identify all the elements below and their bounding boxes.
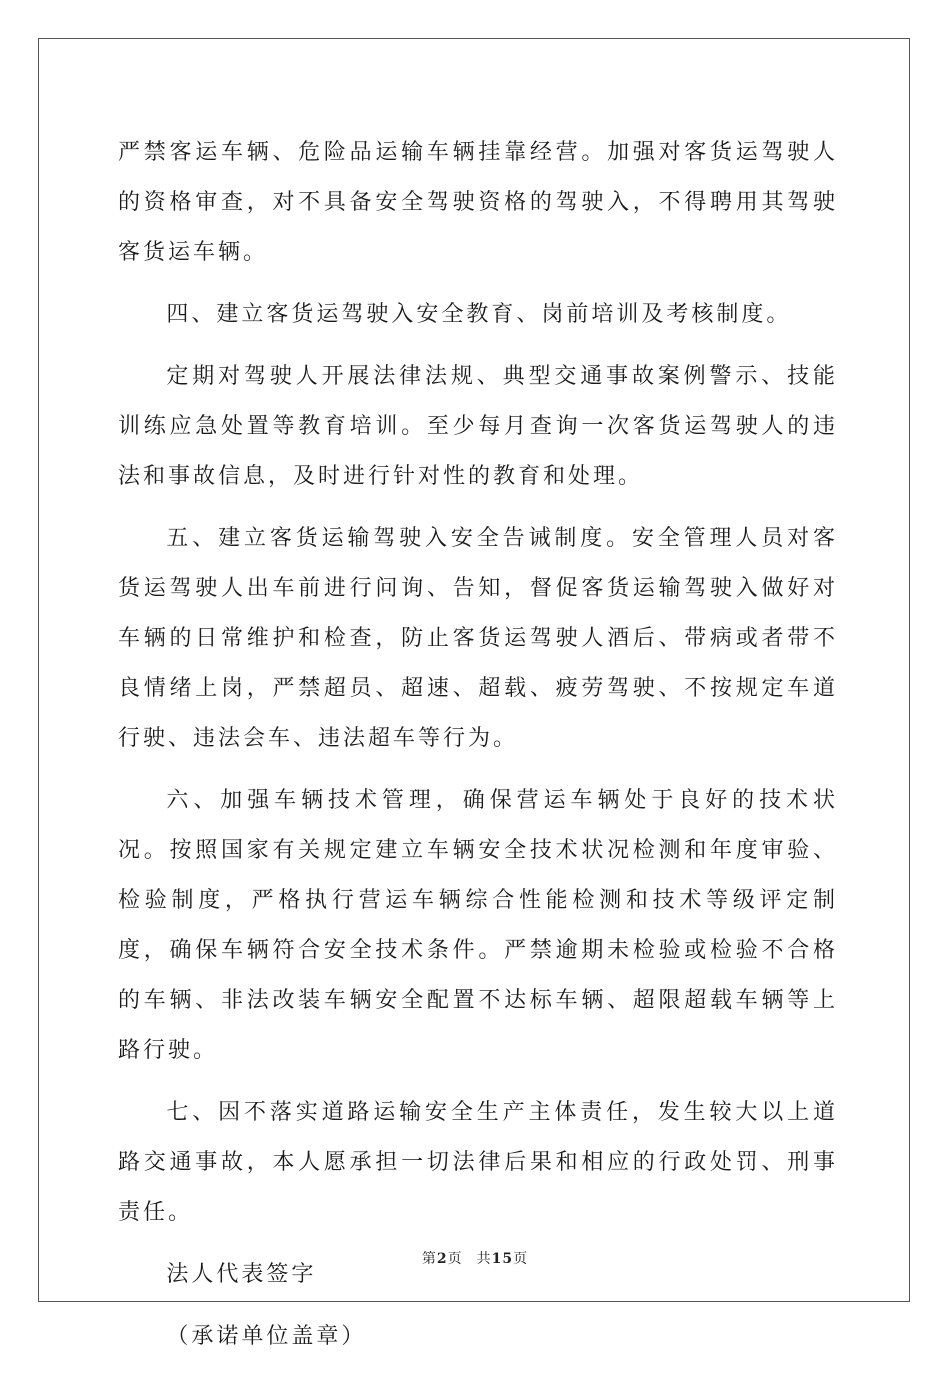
paragraph-section-four-heading: 四、建立客货运驾驶入安全教育、岗前培训及考核制度。 — [166, 302, 792, 327]
seal-label: （承诺单位盖章） — [166, 1324, 367, 1349]
total-prefix: 共 — [476, 1251, 492, 1267]
total-pages: 15 — [491, 1251, 514, 1267]
paragraph-section-seven: 七、因不落实道路运输安全生产主体责任，发生较大以上道路交通事故，本人愿承担一切法律后果和相应的行政处罚、刑事责任。 — [118, 1100, 838, 1225]
page-suffix: 页 — [447, 1251, 463, 1267]
paragraph-section-five: 五、建立客货运输驾驶入安全告诫制度。安全管理人员对客货运驾驶人出车前进行问询、告知，督促客货运输驾驶入做好对车辆的日常维护和检查，防止客货运驾驶人酒后、带病或者带不良情绪上岗，严禁超员、超速、超载、疲劳驾驶、不按规定车道行驶、违法会车、违法超车等行为。 — [118, 526, 838, 751]
page-prefix: 第 — [421, 1251, 437, 1267]
document-body — [118, 128, 838, 1374]
paragraph-section-six: 六、加强车辆技术管理，确保营运车辆处于良好的技术状况。按照国家有关规定建立车辆安全技术状况检测和年度审验、检验制度，严格执行营运车辆综合性能检测和技术等级评定制度，确保车辆符合安全技术条件。严禁逾期未检验或检验不合格的车辆、非法改装车辆安全配置不达标车辆、超限超载车辆等上路行驶。 — [118, 788, 838, 1063]
page-footer — [0, 1248, 950, 1268]
total-suffix: 页 — [513, 1251, 529, 1267]
signature-label: 法人代表签字 — [166, 1262, 317, 1287]
paragraph-vehicle-affiliation: 严禁客运车辆、危险品运输车辆挂靠经营。加强对客货运驾驶人的资格审查，对不具备安全驾驶资格的驾驶入，不得聘用其驾驶客货运车辆。 — [118, 140, 838, 265]
page-number: 2 — [436, 1251, 448, 1267]
paragraph-training: 定期对驾驶人开展法律法规、典型交通事故案例警示、技能训练应急处置等教育培训。至少每月查询一次客货运驾驶人的违法和事故信息，及时进行针对性的教育和处理。 — [118, 364, 838, 489]
